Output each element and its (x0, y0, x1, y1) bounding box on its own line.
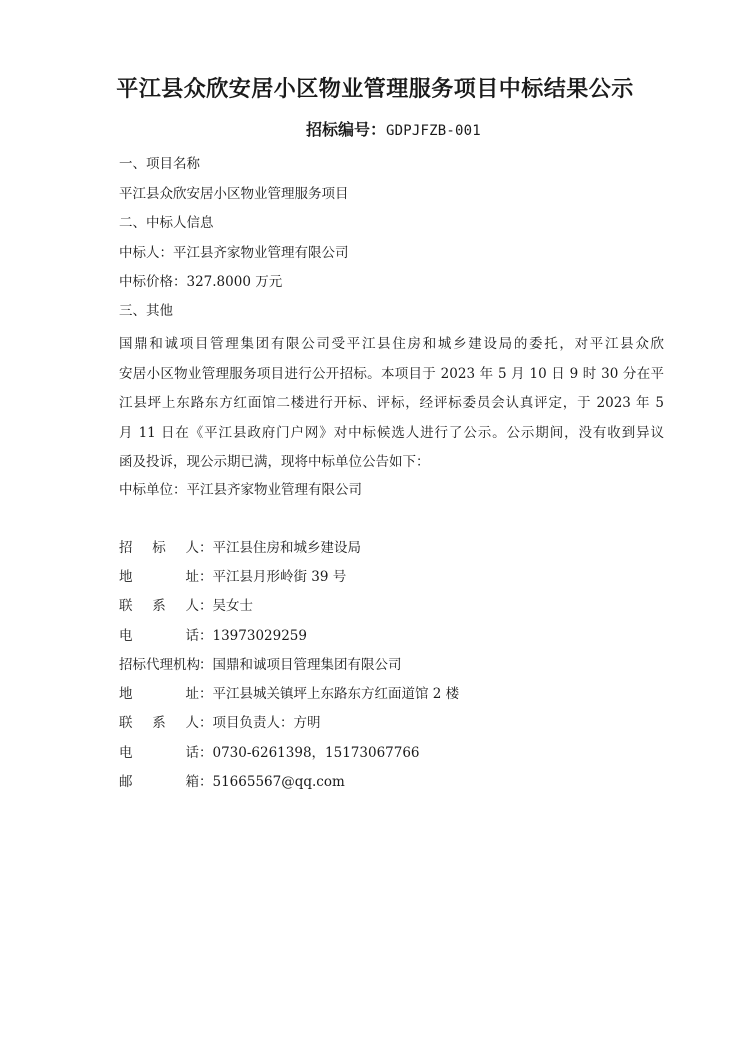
contact-row-email (119, 772, 345, 792)
contact-value: ：吴女士 (199, 598, 253, 614)
paragraph-line: 国鼎和诚项目管理集团有限公司受平江县住房和城乡建设局的委托，对平江县众欣 (119, 336, 664, 352)
contact-row-phone (119, 626, 307, 646)
winning-bidder: 中标人：平江县齐家物业管理有限公司 (119, 245, 349, 261)
contact-row-agency-phone (119, 743, 420, 763)
contact-value: ：项目负责人：方明 (199, 715, 321, 731)
contact-label: 地址 (119, 569, 199, 585)
section-3-paragraph (119, 330, 664, 478)
section-3-heading: 三、其他 (119, 303, 173, 319)
contact-value: ：平江县住房和城乡建设局 (199, 540, 361, 556)
paragraph-line: 函及投诉，现公示期已满，现将中标单位公告如下： (119, 454, 430, 470)
contact-value: ：平江县月形岭街 39 号 (199, 569, 347, 585)
contact-label: 联系人 (119, 715, 199, 731)
contact-value: ：国鼎和诚项目管理集团有限公司 (199, 657, 402, 673)
contact-row-agency-address (119, 684, 459, 704)
contact-value: ：0730-6261398，15173067766 (199, 745, 420, 761)
section-1-heading: 一、项目名称 (119, 156, 200, 172)
contact-label: 招标人 (119, 540, 199, 556)
contact-row-address (119, 567, 346, 587)
contact-row-agency (119, 655, 402, 675)
bid-number (306, 118, 481, 143)
contact-label: 电话 (119, 628, 199, 644)
paragraph-line: 安居小区物业管理服务项目进行公开招标。本项目于 2023 年 5 月 10 日 9 时 30 分在平 (119, 365, 664, 382)
contact-row-agency-contact (119, 713, 321, 733)
contact-label: 联系人 (119, 598, 199, 614)
contact-label: 招标代理机构 (119, 657, 200, 673)
section-2-heading: 二、中标人信息 (119, 215, 214, 231)
project-name: 平江县众欣安居小区物业管理服务项目 (119, 186, 349, 202)
paragraph-line: 月 11 日在《平江县政府门户网》对中标候选人进行了公示。公示期间，没有收到异议 (119, 424, 664, 441)
paragraph-line: 江县坪上东路东方红面馆二楼进行开标、评标，经评标委员会认真评定，于 2023 年 5 (119, 395, 664, 411)
winning-unit: 中标单位：平江县齐家物业管理有限公司 (119, 482, 362, 498)
contact-label: 电话 (119, 745, 199, 761)
contact-row-contact (119, 596, 253, 616)
bid-number-label: 招标编号： (306, 120, 387, 139)
contact-label: 地址 (119, 686, 199, 702)
contact-row-tenderer (119, 538, 361, 558)
document-title: 平江县众欣安居小区物业管理服务项目中标结果公示 (116, 76, 634, 102)
contact-label: 邮箱 (119, 774, 199, 790)
winning-price: 中标价格：327.8000 万元 (119, 274, 283, 290)
contact-value: ：平江县城关镇坪上东路东方红面道馆 2 楼 (199, 686, 460, 702)
contact-value: ：51665567@qq.com (199, 774, 345, 790)
bid-number-value: GDPJFZB-001 (386, 123, 481, 139)
contact-value: ：13973029259 (199, 628, 307, 644)
